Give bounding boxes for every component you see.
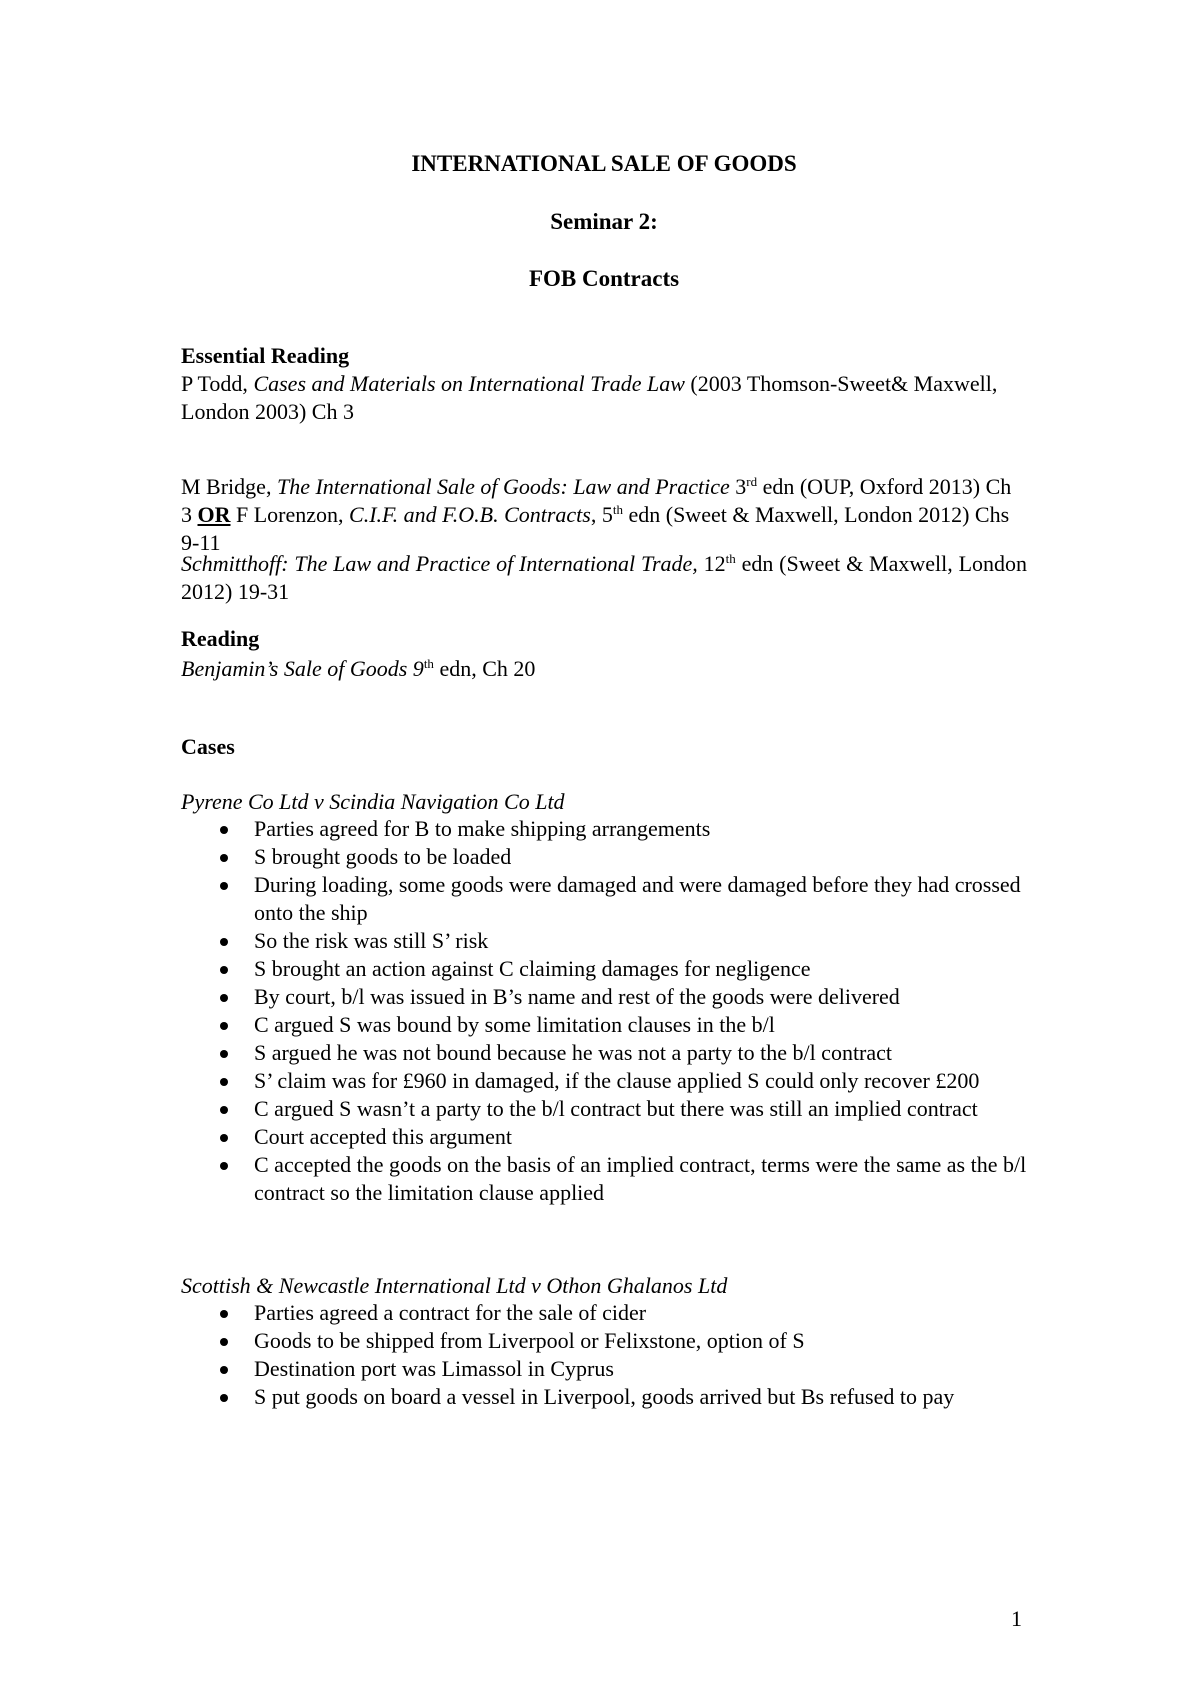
list-item: C accepted the goods on the basis of an implied contract, terms were the same as the b/l contract so the limitation clause applied — [181, 1151, 1027, 1207]
lorenzon-edition-number: , 5 — [590, 502, 613, 527]
list-item: S argued he was not bound because he was not a party to the b/l contract — [181, 1039, 1027, 1067]
reading-heading: Reading — [181, 626, 260, 651]
essential-reading-heading: Essential Reading — [181, 343, 350, 368]
list-item: S brought goods to be loaded — [181, 843, 1027, 871]
list-item: S brought an action against C claiming damages for negligence — [181, 955, 1027, 983]
schmitthoff-details: edn (Sweet & Maxwell, London 2012) 19-31 — [181, 551, 1028, 604]
list-item: Parties agreed for B to make shipping arrangements — [181, 815, 1027, 843]
lorenzon-author: F Lorenzon, — [230, 502, 350, 527]
list-item: S’ claim was for £960 in damaged, if the clause applied S could only recover £200 — [181, 1067, 1027, 1095]
bridge-title: The International Sale of Goods: Law and Practice — [276, 474, 730, 499]
or-separator: OR — [197, 502, 231, 527]
lorenzon-title: C.I.F. and F.O.B. Contracts — [349, 502, 591, 527]
list-item: So the risk was still S’ risk — [181, 927, 1027, 955]
schmitthoff-title: Schmitthoff: The Law and Practice of International Trade, — [181, 551, 698, 576]
list-item: During loading, some goods were damaged and were damaged before they had crossed onto the ship — [181, 871, 1027, 927]
case-title-scottish-newcastle: Scottish & Newcastle International Ltd v Othon Ghalanos Ltd — [181, 1273, 728, 1298]
list-item: C argued S wasn’t a party to the b/l contract but there was still an implied contract — [181, 1095, 1027, 1123]
case-title-pyrene: Pyrene Co Ltd v Scindia Navigation Co Ltd — [181, 789, 565, 814]
todd-details: (2003 Thomson-Sweet& Maxwell, London 2003) Ch 3 — [181, 371, 998, 424]
list-item: By court, b/l was issued in B’s name and rest of the goods were delivered — [181, 983, 1027, 1011]
lorenzon-edition-suffix: th — [612, 502, 623, 517]
case-points-pyrene — [181, 815, 1027, 1207]
list-item: Goods to be shipped from Liverpool or Felixstone, option of S — [181, 1327, 1027, 1355]
todd-author: P Todd, — [181, 371, 254, 396]
list-item: Destination port was Limassol in Cyprus — [181, 1355, 1027, 1383]
cases-heading: Cases — [181, 734, 235, 759]
list-item: Parties agreed a contract for the sale of cider — [181, 1299, 1027, 1327]
reading-entry-schmitthoff — [181, 550, 1027, 606]
list-item: Court accepted this argument — [181, 1123, 1027, 1151]
reading-entry-todd — [181, 370, 1027, 426]
reading-entry-bridge — [181, 473, 1027, 557]
benjamin-title: Benjamin’s Sale of Goods 9 — [181, 656, 424, 681]
benjamin-details: edn, Ch 20 — [433, 656, 536, 681]
document-title: INTERNATIONAL SALE OF GOODS — [411, 151, 797, 176]
benjamin-edition-suffix: th — [423, 656, 434, 671]
reading-entry-benjamin — [181, 655, 1027, 683]
seminar-number: Seminar 2: — [550, 209, 658, 234]
lorenzon-details: edn (Sweet & Maxwell, London 2012) Chs 9-11 — [181, 502, 1010, 555]
schmitthoff-edition-number: 12 — [697, 551, 726, 576]
list-item: C argued S was bound by some limitation clauses in the b/l — [181, 1011, 1027, 1039]
page-number: 1 — [1011, 1606, 1022, 1631]
bridge-author: M Bridge, — [181, 474, 277, 499]
bridge-edition-suffix: rd — [746, 474, 758, 489]
bridge-details: edn (OUP, Oxford 2013) Ch 3 — [181, 474, 1012, 527]
list-item: S put goods on board a vessel in Liverpool, goods arrived but Bs refused to pay — [181, 1383, 1027, 1411]
case-points-scottish-newcastle — [181, 1299, 1027, 1411]
schmitthoff-edition-suffix: th — [725, 551, 736, 566]
seminar-topic: FOB Contracts — [528, 266, 680, 291]
bridge-edition-number: 3 — [729, 474, 747, 499]
todd-title: Cases and Materials on International Trade Law — [253, 371, 685, 396]
